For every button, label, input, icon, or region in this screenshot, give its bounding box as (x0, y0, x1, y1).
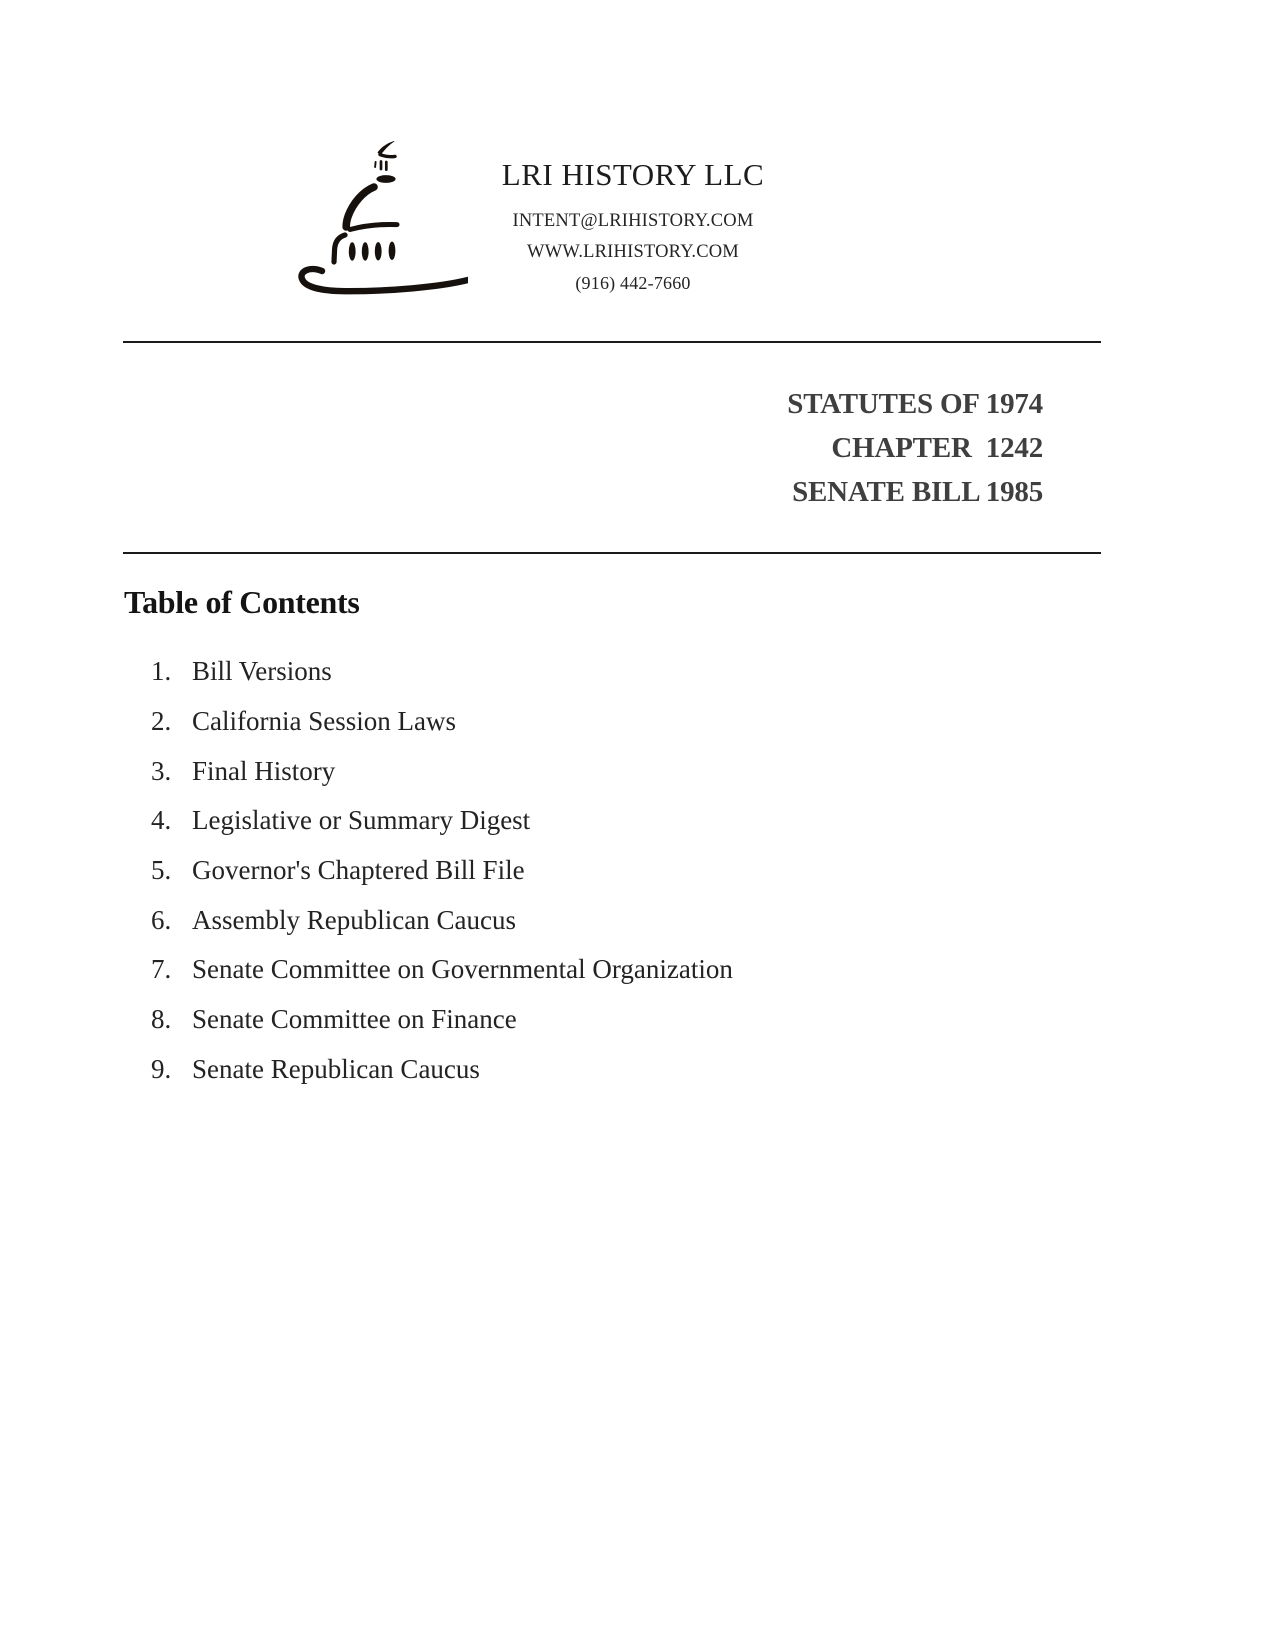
statutes-line: STATUTES OF 1974 (787, 388, 1043, 420)
toc-item (151, 846, 1101, 896)
toc-item (151, 647, 1101, 697)
toc-item (151, 945, 1101, 995)
toc-item-label: Bill Versions (192, 656, 332, 687)
toc-item-number: 1. (151, 656, 172, 687)
toc-title: Table of Contents (124, 584, 360, 620)
senate-bill-line: SENATE BILL 1985 (792, 476, 1043, 508)
company-email: INTENT@LRIHISTORY.COM (512, 211, 754, 231)
toc-item-number: 2. (151, 706, 172, 737)
toc-item (151, 1045, 1101, 1095)
toc-item-number: 4. (151, 805, 172, 836)
company-name: LRI HISTORY LLC (501, 157, 765, 192)
toc-item (151, 746, 1101, 796)
toc-item-label: Senate Committee on Finance (192, 1004, 517, 1035)
company-phone: (916) 442-7660 (575, 273, 691, 293)
toc-item-number: 5. (151, 855, 172, 886)
chapter-line: CHAPTER 1242 (831, 432, 1043, 464)
toc-item-label: Final History (192, 755, 336, 786)
toc-item-label: Assembly Republican Caucus (192, 904, 516, 935)
toc-item-number: 8. (151, 1004, 172, 1035)
bill-reference-block (787, 382, 1043, 514)
toc-item-label: Senate Committee on Governmental Organization (192, 954, 733, 985)
toc-item-label: California Session Laws (192, 706, 456, 737)
toc-item (151, 995, 1101, 1045)
toc-item (151, 697, 1101, 747)
toc-item-number: 3. (151, 755, 172, 786)
toc-item-label: Governor's Chaptered Bill File (192, 855, 525, 886)
toc-item (151, 796, 1101, 846)
company-website: WWW.LRIHISTORY.COM (527, 242, 739, 262)
toc-item-label: Legislative or Summary Digest (192, 805, 531, 836)
letterhead (400, 156, 866, 299)
toc-list (151, 647, 1101, 1094)
divider-middle (123, 552, 1101, 554)
toc-item-number: 9. (151, 1053, 172, 1084)
divider-top (123, 341, 1101, 343)
toc-item-label: Senate Republican Caucus (192, 1053, 480, 1084)
toc-item (151, 895, 1101, 945)
toc-item-number: 6. (151, 904, 172, 935)
toc-item-number: 7. (151, 954, 172, 985)
